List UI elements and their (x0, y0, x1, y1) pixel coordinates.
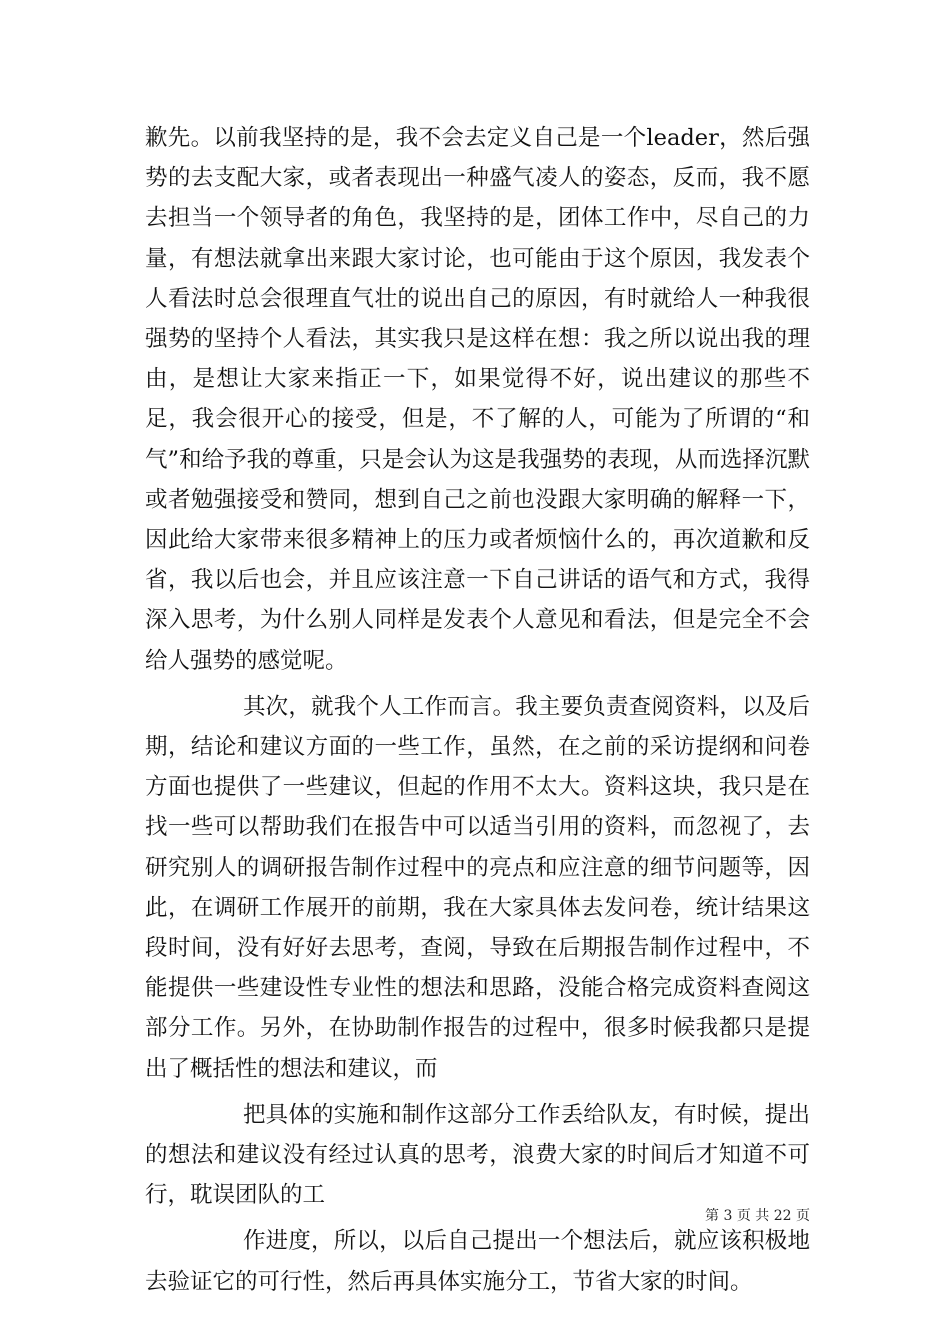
paragraph-1: 歉先。以前我坚持的是，我不会去定义自己是一个leader，然后强势的去支配大家，或者表现出一种盛气凌人的姿态，反而，我不愿去担当一个领导者的角色，我坚持的是，团体工作中，尽自己的力量，有想法就拿出来跟大家讨论，也可能由于这个原因，我发表个人看法时总会很理直气壮的说出自己的原因，有时就给人一种我很强势的坚持个人看法，其实我只是这样在想：我之所以说出我的理由，是想让大家来指正一下，如果觉得不好，说出建议的那些不足，我会很开心的接受，但是，不了解的人，可能为了所谓的“和气”和给予我的尊重，只是会认为这是我强势的表现，从而选择沉默或者勉强接受和赞同，想到自己之前也没跟大家明确的解释一下，因此给大家带来很多精神上的压力或者烦恼什么的，再次道歉和反省，我以后也会，并且应该注意一下自己讲话的语气和方式，我得深入思考，为什么别人同样是发表个人意见和看法，但是完全不会给人强势的感觉呢。 (145, 125, 810, 674)
page-number: 第 3 页 共 22 页 (705, 1208, 810, 1224)
paragraph-2: 其次，就我个人工作而言。我主要负责查阅资料，以及后期，结论和建议方面的一些工作，虽然，在之前的采访提纲和问卷方面也提供了一些建议，但起的作用不太大。资料这块，我只是在找一些可以帮助我们在报告中可以适当引用的资料，而忽视了，去研究别人的调研报告制作过程中的亮点和应注意的细节问题等，因此，在调研工作展开的前期，我在大家具体去发问卷，统计结果这段时间，没有好好去思考，查阅，导致在后期报告制作过程中，不能提供一些建设性专业性的想法和思路，没能合格完成资料查阅这部分工作。另外，在协助制作报告的过程中，很多时候我都只是提出了概括性的想法和建议，而 (145, 693, 810, 1082)
document-body (145, 118, 810, 1308)
paragraph-3: 把具体的实施和制作这部分工作丢给队友，有时候，提出的想法和建议没有经过认真的思考，浪费大家的时间后才知道不可行，耽误团队的工 (145, 1101, 810, 1209)
paragraph-4: 作进度，所以，以后自己提出一个想法后，就应该积极地去验证它的可行性，然后再具体实施分工，节省大家的时间。 (145, 1228, 810, 1295)
